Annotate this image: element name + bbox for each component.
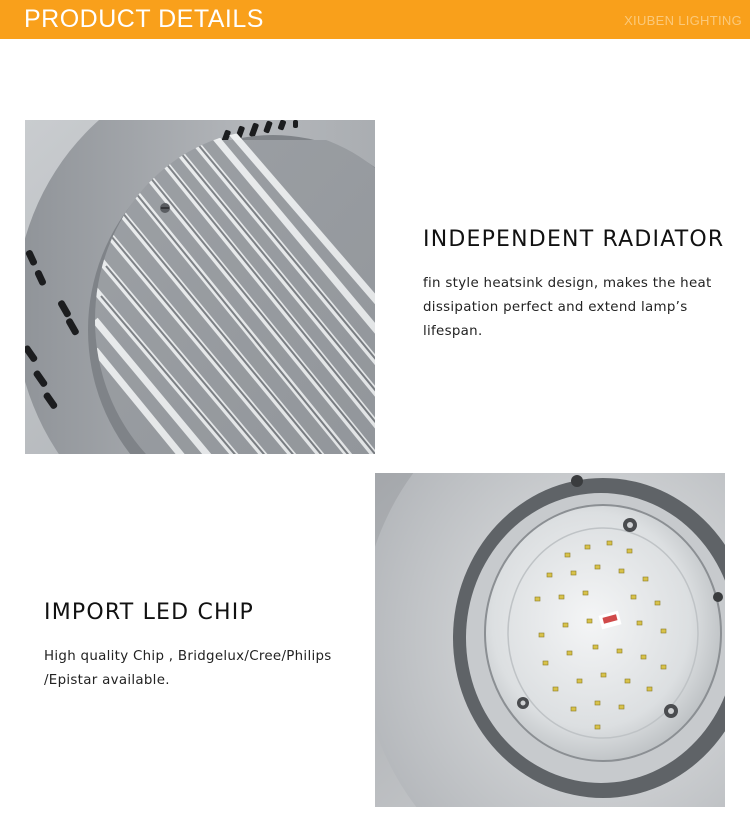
- section-title: PRODUCT DETAILS: [24, 5, 264, 33]
- feature-heading-radiator: INDEPENDENT RADIATOR: [423, 227, 725, 252]
- description-line: fin style heatsink design, makes the heat: [423, 276, 712, 291]
- feature-heading-led-chip: IMPORT LED CHIP: [44, 600, 254, 625]
- led-chip-illustration: [375, 473, 725, 807]
- radiator-photo: [25, 120, 375, 454]
- feature-description-radiator: [423, 272, 743, 344]
- description-line: lifespan.: [423, 324, 483, 339]
- radiator-illustration: [25, 120, 375, 454]
- description-line: High quality Chip , Bridgelux/Cree/Philips: [44, 649, 332, 664]
- description-line: /Epistar available.: [44, 673, 170, 688]
- header-bar: [0, 0, 750, 39]
- feature-description-led-chip: [44, 645, 354, 693]
- description-line: dissipation perfect and extend lamp’s: [423, 300, 688, 315]
- led-chip-photo: [375, 473, 725, 807]
- brand-watermark: XIUBEN LIGHTING: [624, 13, 742, 28]
